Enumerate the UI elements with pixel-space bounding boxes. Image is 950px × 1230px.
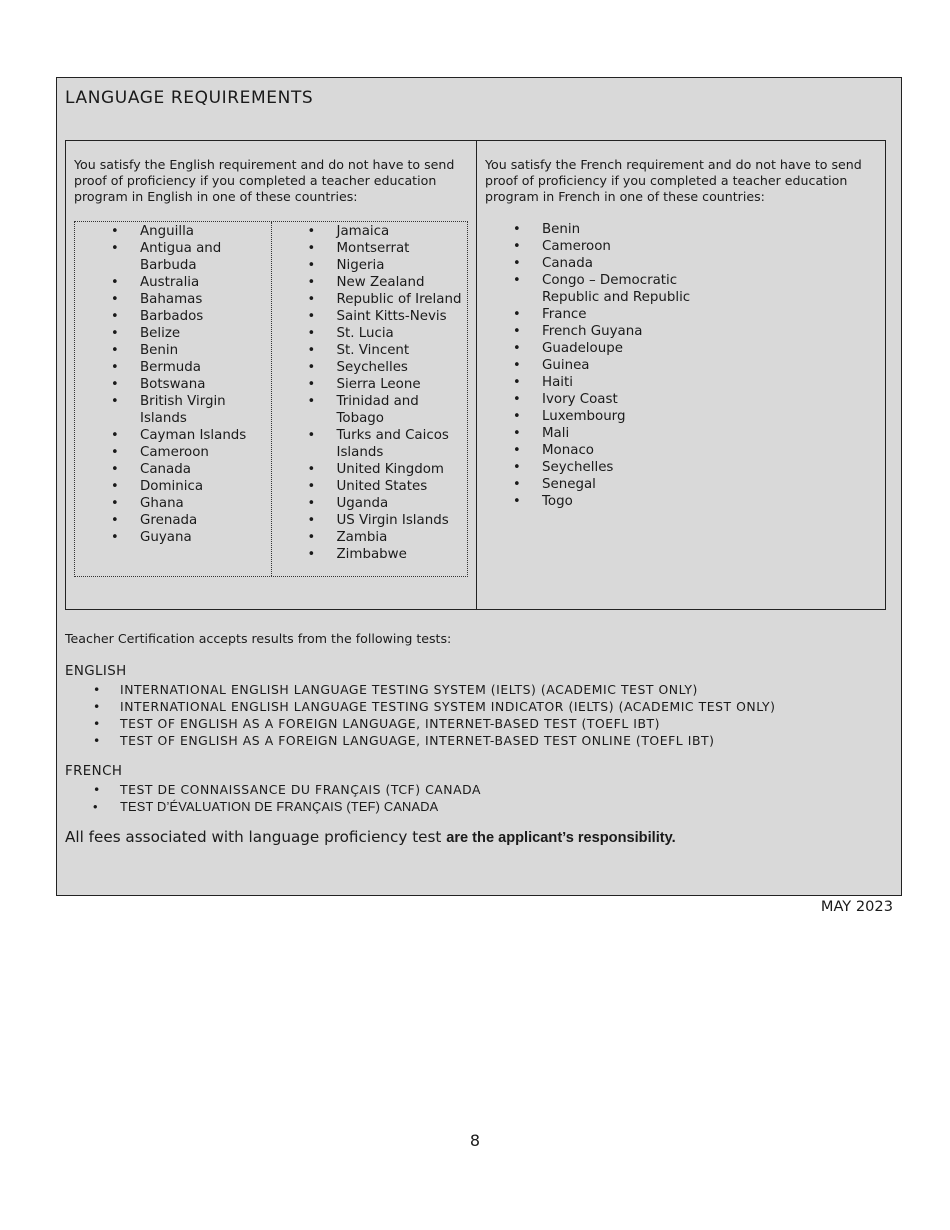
list-item: • British Virgin Islands xyxy=(111,393,271,427)
list-item: • St. Lucia xyxy=(308,325,468,342)
list-item: • Anguilla xyxy=(111,223,271,240)
list-item: • St. Vincent xyxy=(308,342,468,359)
list-item: • Guinea xyxy=(513,357,713,374)
list-item: • Cameroon xyxy=(513,238,713,255)
list-item: • Trinidad and Tobago xyxy=(308,393,468,427)
list-item: • Ghana xyxy=(111,495,271,512)
list-item: • Saint Kitts-Nevis xyxy=(308,308,468,325)
list-item: • Guyana xyxy=(111,529,271,546)
list-item: • Montserrat xyxy=(308,240,468,257)
list-item: • TEST DE CONNAISSANCE DU FRANÇAIS (TCF) CANADA xyxy=(93,781,481,798)
list-item: • Benin xyxy=(111,342,271,359)
list-item: • Senegal xyxy=(513,476,713,493)
fees-text: All fees associated with language proficiency test xyxy=(65,828,447,846)
english-column xyxy=(66,141,477,609)
list-item: • Sierra Leone xyxy=(308,376,468,393)
list-item: • Seychelles xyxy=(513,459,713,476)
list-item: • TEST OF ENGLISH AS A FOREIGN LANGUAGE, INTERNET-BASED TEST (TOEFL IBT) xyxy=(93,715,776,732)
list-item: • Bermuda xyxy=(111,359,271,376)
list-item: • Cayman Islands xyxy=(111,427,271,444)
list-item: • Zambia xyxy=(308,529,468,546)
list-item: • Grenada xyxy=(111,512,271,529)
list-item: • TEST D’ÉVALUATION DE FRANÇAIS (TEF) CANADA xyxy=(93,798,481,815)
list-item: • TEST OF ENGLISH AS A FOREIGN LANGUAGE, INTERNET-BASED TEST ONLINE (TOEFL IBT) xyxy=(93,732,776,749)
list-item: • Botswana xyxy=(111,376,271,393)
list-item: • Turks and Caicos Islands xyxy=(308,427,468,461)
english-countries-column-1 xyxy=(75,222,271,576)
list-item: • Bahamas xyxy=(111,291,271,308)
list-item: • Luxembourg xyxy=(513,408,713,425)
english-countries-list-1 xyxy=(111,223,271,546)
list-item: • Ivory Coast xyxy=(513,391,713,408)
english-tests-label: ENGLISH xyxy=(65,664,127,679)
list-item: • Dominica xyxy=(111,478,271,495)
french-column xyxy=(477,141,885,609)
list-item: • France xyxy=(513,306,713,323)
list-item: • New Zealand xyxy=(308,274,468,291)
english-countries-box xyxy=(74,221,468,577)
list-item: • US Virgin Islands xyxy=(308,512,468,529)
english-countries-list-2 xyxy=(308,223,468,563)
language-requirements-box xyxy=(56,77,902,896)
list-item: • Cameroon xyxy=(111,444,271,461)
list-item: • United Kingdom xyxy=(308,461,468,478)
english-intro: You satisfy the English requirement and do not have to send proof of proficiency if you completed a teacher education program in English in one of these countries: xyxy=(74,157,455,204)
french-countries-list xyxy=(513,221,713,510)
list-item: • Australia xyxy=(111,274,271,291)
list-item: • Antigua and Barbuda xyxy=(111,240,271,274)
section-title: LANGUAGE REQUIREMENTS xyxy=(65,88,314,108)
list-item: • Canada xyxy=(111,461,271,478)
list-item: • INTERNATIONAL ENGLISH LANGUAGE TESTING SYSTEM INDICATOR (IELTS) (ACADEMIC TEST ONLY) xyxy=(93,698,776,715)
list-item: • Guadeloupe xyxy=(513,340,713,357)
fees-emphasis: are the applicant’s responsibility. xyxy=(446,830,676,846)
list-item: • Congo – Democratic Republic and Republic xyxy=(513,272,713,306)
list-item: • INTERNATIONAL ENGLISH LANGUAGE TESTING SYSTEM (IELTS) (ACADEMIC TEST ONLY) xyxy=(93,681,776,698)
french-tests-list xyxy=(93,781,481,815)
list-item: • Republic of Ireland xyxy=(308,291,468,308)
list-item: • Zimbabwe xyxy=(308,546,468,563)
list-item: • Seychelles xyxy=(308,359,468,376)
list-item: • Barbados xyxy=(111,308,271,325)
list-item: • Togo xyxy=(513,493,713,510)
list-item: • Haiti xyxy=(513,374,713,391)
english-countries-column-2 xyxy=(271,222,468,576)
list-item: • Mali xyxy=(513,425,713,442)
list-item: • Monaco xyxy=(513,442,713,459)
fees-note xyxy=(65,828,676,846)
list-item: • Canada xyxy=(513,255,713,272)
countries-table xyxy=(65,140,886,610)
list-item: • Benin xyxy=(513,221,713,238)
english-tests-list xyxy=(93,681,776,749)
revision-date: MAY 2023 xyxy=(820,898,893,915)
list-item: • Belize xyxy=(111,325,271,342)
french-intro: You satisfy the French requirement and do not have to send proof of proficiency if you completed a teacher education program in French in one of these countries: xyxy=(485,157,862,204)
french-tests-label: FRENCH xyxy=(65,764,123,779)
page-number: 8 xyxy=(469,1131,481,1150)
list-item: • French Guyana xyxy=(513,323,713,340)
list-item: • Uganda xyxy=(308,495,468,512)
tests-intro: Teacher Certification accepts results from the following tests: xyxy=(65,631,452,646)
list-item: • Nigeria xyxy=(308,257,468,274)
list-item: • United States xyxy=(308,478,468,495)
list-item: • Jamaica xyxy=(308,223,468,240)
